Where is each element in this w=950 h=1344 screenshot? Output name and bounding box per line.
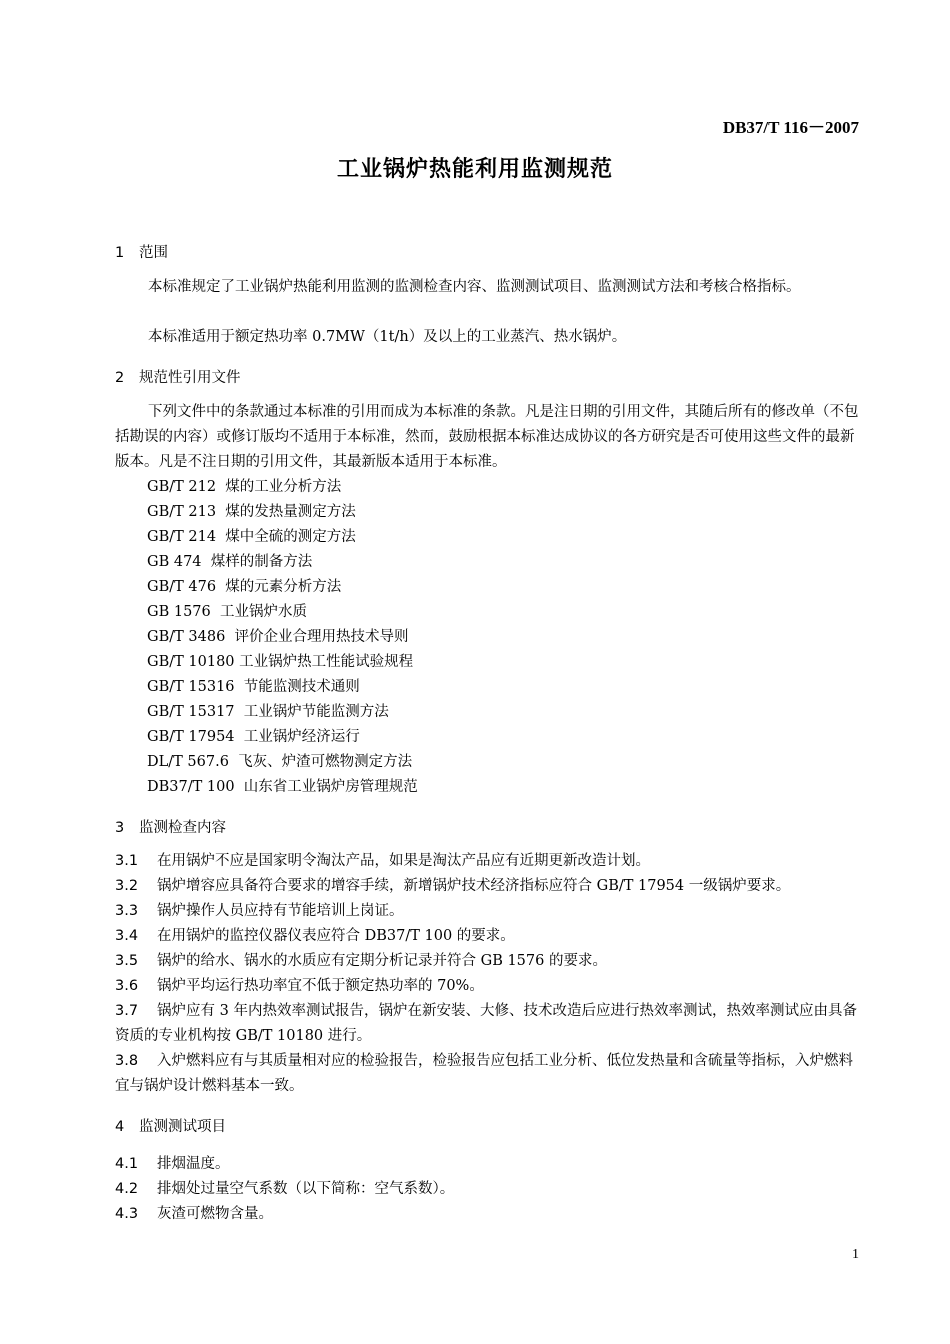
clause-text: 锅炉应有 3 年内热效率测试报告，锅炉在新安装、大修、技术改造后应进行热效率测试，热效率测试应由具备资质的专业机构按 GB/T 10180 进行。 — [115, 1003, 857, 1044]
page-number: 1 — [852, 1247, 859, 1262]
clause-item — [115, 949, 860, 974]
clause-item — [115, 999, 860, 1049]
test-item — [115, 1202, 273, 1223]
clause-text: 入炉燃料应有与其质量相对应的检验报告，检验报告应包括工业分析、低位发热量和含硫量等指标，入炉燃料宜与锅炉设计燃料基本一致。 — [115, 1053, 853, 1094]
test-item — [115, 1177, 454, 1198]
reference-item: DB37/T 100 山东省工业锅炉房管理规范 — [147, 779, 418, 795]
reference-item: GB 1576 工业锅炉水质 — [147, 604, 307, 620]
clause-item — [115, 874, 860, 899]
clause-number: 4.3 — [115, 1206, 139, 1222]
clause-item — [115, 1049, 860, 1099]
clause-item — [115, 924, 860, 949]
clause-text: 在用锅炉不应是国家明令淘汰产品，如果是淘汰产品应有近期更新改造计划。 — [157, 853, 650, 869]
section-number: 3 — [115, 820, 125, 836]
reference-item: GB/T 15317 工业锅炉节能监测方法 — [147, 704, 389, 720]
section-number: 1 — [115, 245, 125, 261]
reference-item: GB/T 3486 评价企业合理用热技术导则 — [147, 629, 409, 645]
clause-number: 3.7 — [115, 1003, 139, 1019]
section-heading-4 — [115, 1115, 226, 1136]
reference-item: GB/T 15316 节能监测技术通则 — [147, 679, 360, 695]
clause-text: 排烟温度。 — [157, 1156, 230, 1172]
clause-text: 在用锅炉的监控仪器仪表应符合 DB37/T 100 的要求。 — [157, 928, 515, 944]
section-heading-1 — [115, 241, 168, 262]
clause-number: 4.1 — [115, 1156, 139, 1172]
section-title: 规范性引用文件 — [139, 370, 241, 386]
reference-item: GB/T 214 煤中全硫的测定方法 — [147, 529, 356, 545]
section-number: 2 — [115, 370, 125, 386]
standard-code: DB37/T 116－2007 — [722, 118, 859, 137]
reference-item: DL/T 567.6 飞灰、炉渣可燃物测定方法 — [147, 754, 413, 770]
paragraph: 本标准规定了工业锅炉热能利用监测的监测检查内容、监测测试项目、监测测试方法和考核合格指标。 — [148, 279, 801, 295]
test-item — [115, 1152, 230, 1173]
clause-number: 3.4 — [115, 928, 139, 944]
page-title: 工业锅炉热能利用监测规范 — [336, 157, 613, 182]
paragraph: 本标准适用于额定热功率 0.7MW（1t/h）及以上的工业蒸汽、热水锅炉。 — [148, 329, 627, 345]
clause-text: 锅炉增容应具备符合要求的增容手续，新增锅炉技术经济指标应符合 GB/T 17954 一级锅炉要求。 — [157, 878, 791, 894]
clause-number: 3.5 — [115, 953, 139, 969]
reference-item: GB/T 17954 工业锅炉经济运行 — [147, 729, 360, 745]
clause-number: 4.2 — [115, 1181, 139, 1197]
section-heading-2 — [115, 366, 241, 387]
reference-item: GB/T 213 煤的发热量测定方法 — [147, 504, 356, 520]
clause-item — [115, 974, 860, 999]
section-title: 监测检查内容 — [139, 820, 226, 836]
clause-item — [115, 899, 860, 924]
clause-item — [115, 849, 860, 874]
paragraph: 下列文件中的条款通过本标准的引用而成为本标准的条款。凡是注日期的引用文件，其随后所有的修改单（不包括勘误的内容）或修订版均不适用于本标准，然而，鼓励根据本标准达成协议的各方研究是否可使用这些文件的最新版本。凡是不注日期的引用文件，其最新版本适用于本标准。 — [115, 404, 859, 470]
clause-number: 3.2 — [115, 878, 139, 894]
reference-item: GB 474 煤样的制备方法 — [147, 554, 313, 570]
section-title: 范围 — [139, 245, 168, 261]
clause-text: 锅炉的给水、锅水的水质应有定期分析记录并符合 GB 1576 的要求。 — [157, 953, 607, 969]
reference-item: GB/T 212 煤的工业分析方法 — [147, 479, 342, 495]
reference-item: GB/T 10180 工业锅炉热工性能试验规程 — [147, 654, 414, 670]
clause-text: 锅炉操作人员应持有节能培训上岗证。 — [157, 903, 404, 919]
reference-item: GB/T 476 煤的元素分析方法 — [147, 579, 342, 595]
section-heading-3 — [115, 816, 226, 837]
clause-number: 3.1 — [115, 853, 139, 869]
clause-number: 3.6 — [115, 978, 139, 994]
clause-text: 灰渣可燃物含量。 — [157, 1206, 273, 1222]
section-number: 4 — [115, 1119, 125, 1135]
clause-text: 锅炉平均运行热功率宜不低于额定热功率的 70%。 — [157, 978, 484, 994]
clause-number: 3.8 — [115, 1053, 139, 1069]
clause-number: 3.3 — [115, 903, 139, 919]
section-title: 监测测试项目 — [139, 1119, 226, 1135]
clause-text: 排烟处过量空气系数（以下简称：空气系数）。 — [157, 1181, 455, 1197]
